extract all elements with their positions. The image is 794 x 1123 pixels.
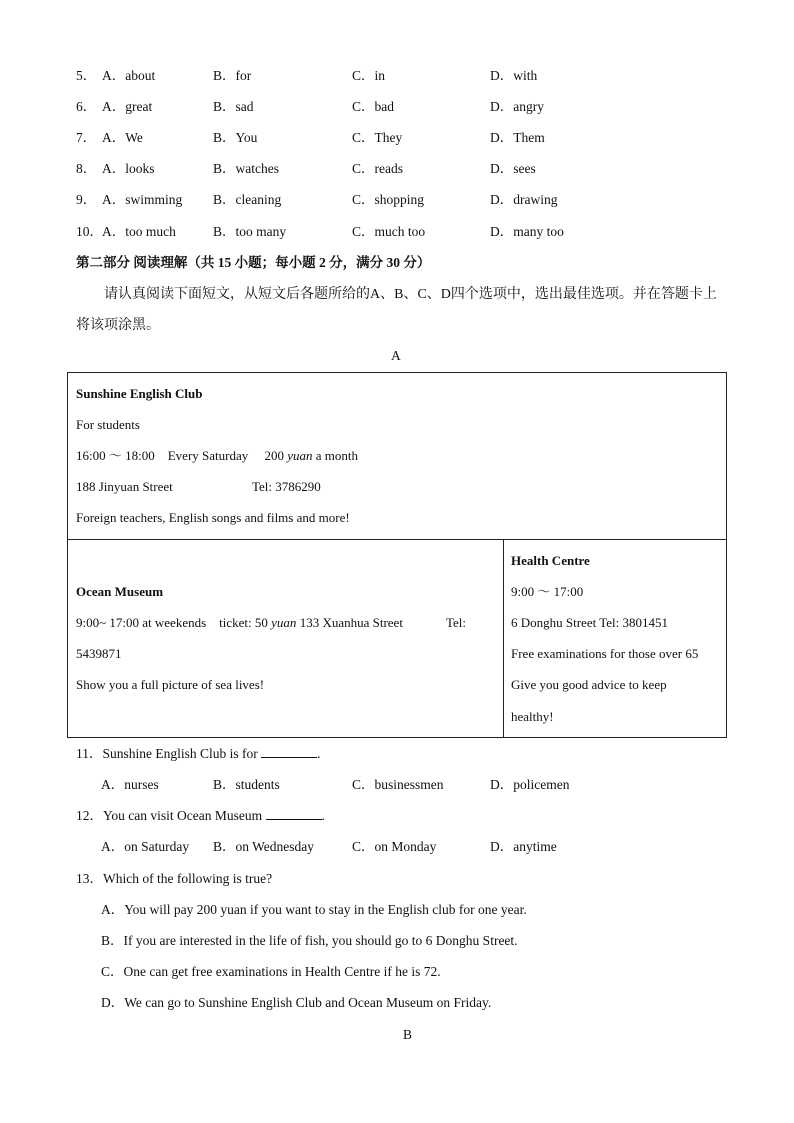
option-b: B．If you are interested in the life of fish, you should go to 6 Donghu Street.: [101, 933, 518, 948]
option-a: A．You will pay 200 yuan if you want to stay in the English club for one year.: [101, 902, 527, 917]
club-price-suffix: a month: [315, 448, 359, 463]
option-d: D．sees: [490, 161, 536, 176]
option-b: B．for: [213, 68, 252, 83]
museum-extra: Show you a full picture of sea lives!: [76, 677, 265, 692]
option-a: A．looks: [102, 161, 155, 176]
option-d: D．We can go to Sunshine English Club and Ocean Museum on Friday.: [101, 995, 492, 1010]
stem-punctuation: .: [317, 746, 321, 761]
option-b: B．on Wednesday: [213, 839, 315, 854]
club-title: Sunshine English Club: [76, 386, 203, 401]
club-audience: For students: [76, 417, 140, 432]
museum-info: [76, 613, 403, 633]
question-number: 7．: [76, 130, 97, 145]
museum-tel-number: 5439871: [76, 646, 122, 661]
health-title: Health Centre: [511, 553, 590, 568]
passage-label-b: B: [403, 1027, 413, 1042]
club-time: 16:00 ～ 18:00: [76, 448, 155, 463]
option-c: C．shopping: [352, 192, 425, 207]
table-divider-horizontal: [67, 539, 727, 540]
question-11-stem: [76, 744, 321, 764]
question-stem-text: 11．Sunshine English Club is for: [76, 746, 258, 761]
option-d: D．many too: [490, 224, 564, 239]
question-number: 5．: [76, 68, 97, 83]
museum-tel-label: Tel:: [446, 615, 467, 630]
option-a: A．We: [102, 130, 143, 145]
option-a: A．on Saturday: [101, 839, 190, 854]
question-number: 8．: [76, 161, 97, 176]
option-b: B．sad: [213, 99, 254, 114]
option-d: D．with: [490, 68, 538, 83]
option-d: D．policemen: [490, 777, 570, 792]
question-stem-text: 12．You can visit Ocean Museum: [76, 808, 263, 823]
answer-blank: [266, 807, 322, 820]
option-d: D．Them: [490, 130, 545, 145]
stem-punctuation: .: [321, 808, 325, 823]
health-exam: Free examinations for those over 65: [511, 646, 699, 661]
option-d: D．angry: [490, 99, 544, 114]
museum-title: Ocean Museum: [76, 584, 164, 599]
option-c: C．businessmen: [352, 777, 444, 792]
option-c: C．in: [352, 68, 386, 83]
question-number: 9．: [76, 192, 97, 207]
question-13-stem: 13．Which of the following is true?: [76, 871, 273, 886]
option-b: B．too many: [213, 224, 287, 239]
question-number: 6．: [76, 99, 97, 114]
option-b: B．You: [213, 130, 258, 145]
museum-hours: 9:00~ 17:00 at weekends: [76, 615, 207, 630]
club-tel: Tel: 3786290: [252, 479, 321, 494]
option-c: C．much too: [352, 224, 426, 239]
club-price-unit: yuan: [287, 448, 313, 463]
club-day: Every Saturday: [167, 448, 249, 463]
health-hours: 9:00 ～ 17:00: [511, 584, 584, 599]
section-instruction: 请认真阅读下面短文，从短文后各题所给的A、B、C、D四个选项中，选出最佳选项。并在答题卡上将该项涂黑。: [76, 287, 717, 333]
option-a: A．too much: [102, 224, 176, 239]
museum-address: 133 Xuanhua Street: [299, 615, 403, 630]
option-c: C．One can get free examinations in Health Centre if he is 72.: [101, 964, 441, 979]
passage-label-a: A: [391, 348, 401, 363]
option-a: A．swimming: [102, 192, 183, 207]
option-a: A．nurses: [101, 777, 159, 792]
option-c: C．reads: [352, 161, 403, 176]
club-address: 188 Jinyuan Street: [76, 479, 173, 494]
museum-ticket-unit: yuan: [271, 615, 297, 630]
option-c: C．bad: [352, 99, 394, 114]
club-price-amount: 200: [264, 448, 284, 463]
table-divider-vertical: [503, 539, 504, 738]
option-c: C．on Monday: [352, 839, 437, 854]
health-address-tel: 6 Donghu Street Tel: 3801451: [511, 615, 669, 630]
option-a: A．great: [102, 99, 153, 114]
health-advice-1: Give you good advice to keep: [511, 677, 667, 692]
option-a: A．about: [102, 68, 156, 83]
option-b: B．watches: [213, 161, 279, 176]
option-b: B．students: [213, 777, 280, 792]
option-d: D．drawing: [490, 192, 558, 207]
option-c: C．They: [352, 130, 403, 145]
museum-ticket: ticket: 50: [219, 615, 268, 630]
club-extra: Foreign teachers, English songs and films and more!: [76, 510, 350, 525]
question-number: 10．: [76, 224, 103, 239]
option-d: D．anytime: [490, 839, 557, 854]
answer-blank: [261, 745, 317, 758]
question-12-stem: [76, 806, 325, 826]
health-advice-2: healthy!: [511, 709, 554, 724]
option-b: B．cleaning: [213, 192, 282, 207]
section-heading: 第二部分 阅读理解（共 15 小题；每小题 2 分，满分 30 分）: [76, 255, 431, 270]
club-schedule: [76, 446, 358, 466]
